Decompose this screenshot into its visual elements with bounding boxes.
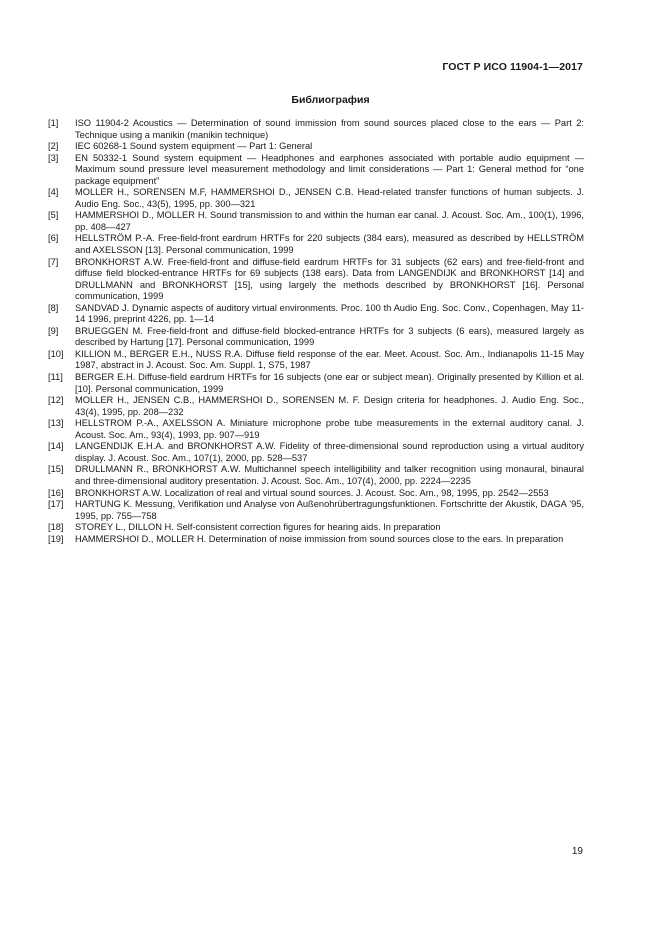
reference-text: KILLION M., BERGER E.H., NUSS R.A. Diffuse field response of the ear. Meet. Acoust. Soc. Am., Indianapolis 11-15 May 1987, abstract in J. Acoust. Soc. Am. Suppl. 1, S75, 1987 xyxy=(75,348,584,371)
reference-number: [8] xyxy=(48,302,59,313)
reference-item xyxy=(48,233,584,256)
reference-item xyxy=(48,464,584,487)
reference-item xyxy=(48,499,584,522)
reference-number: [2] xyxy=(48,141,59,152)
reference-list xyxy=(48,118,584,545)
reference-item xyxy=(48,141,584,153)
reference-number: [10] xyxy=(48,348,64,359)
reference-number: [9] xyxy=(48,325,59,336)
reference-item xyxy=(48,118,584,141)
reference-number: [16] xyxy=(48,487,64,498)
document-id: ГОСТ Р ИСО 11904-1—2017 xyxy=(442,61,583,73)
reference-number: [13] xyxy=(48,418,64,429)
reference-item xyxy=(48,522,584,534)
reference-text: HARTUNG K. Messung, Verifikation und Analyse von Außenohrübertragungsfunktionen. Fortschritte der Akustik, DAGA ’95, 1995, pp. 755—758 xyxy=(75,499,584,521)
reference-number: [3] xyxy=(48,152,59,163)
reference-number: [15] xyxy=(48,464,64,475)
reference-number: [11] xyxy=(48,372,63,383)
reference-item xyxy=(48,418,584,441)
reference-text: HELLSTRÖM P.-A. Free-field-front eardrum HRTFs for 220 subjects (384 ears), measured as described by HELLSTRÖM and AXELSSON [13]. Personal communication, 1999 xyxy=(75,233,584,256)
reference-number: [18] xyxy=(48,522,64,533)
reference-item xyxy=(48,372,584,395)
reference-number: [4] xyxy=(48,187,59,198)
reference-item xyxy=(48,153,584,188)
reference-number: [17] xyxy=(48,499,64,510)
reference-item xyxy=(48,326,584,349)
reference-number: [7] xyxy=(48,256,59,267)
reference-number: [14] xyxy=(48,441,64,452)
reference-text: BRONKHORST A.W. Localization of real and virtual sound sources. J. Acoust. Soc. Am., 98, 1995, pp. 2542—2553 xyxy=(75,487,549,498)
reference-text: MOLLER H., JENSEN C.B., HAMMERSHOI D., SORENSEN M. F. Design criteria for headphones. J. Audio Eng. Soc., 43(4), 1995, pp. 208—232 xyxy=(75,395,584,417)
reference-item xyxy=(48,303,584,326)
reference-text: HAMMERSHOI D., MOLLER H. Determination of noise immission from sound sources close to the ears. In preparation xyxy=(75,533,564,544)
reference-text: STOREY L., DILLON H. Self-consistent correction figures for hearing aids. In preparation xyxy=(75,522,441,533)
reference-item xyxy=(48,210,584,233)
reference-text: LANGENDIJK E.H.A. and BRONKHORST A.W. Fidelity of three-dimensional sound reproduction using a virtual auditory display. J. Acoust. Soc. Am., 107(1), 2000, pp. 528—537 xyxy=(75,441,584,463)
reference-text: SANDVAD J. Dynamic aspects of auditory virtual environments. Proc. 100 th Audio Eng. Soc. Conv., Copenhagen, May 11-14 1996, preprint 4226, pp. 1—14 xyxy=(75,302,584,325)
reference-text: BRONKHORST A.W. Free-field-front and diffuse-field eardrum HRTFs for 31 subjects (62 ears) and free-field-front and diffuse field blocked-entrance HRTFs for 69 subjects (138 ears). Data from LANGENDIJK and BRONKHORST [14] and DRULLMANN and BRONKHORST [15], using largely the methods described by BRONKHORST [16]. Personal communication, 1999 xyxy=(75,256,584,302)
reference-item xyxy=(48,187,584,210)
reference-text: HAMMERSHOI D., MOLLER H. Sound transmission to and within the human ear canal. J. Acoust. Soc. Am., 100(1), 1996, pp. 408—427 xyxy=(75,210,584,232)
reference-text: ISO 11904-2 Acoustics — Determination of sound immission from sound sources placed close to the ears — Part 2: Technique using a manikin (manikin technique) xyxy=(75,118,584,140)
reference-item xyxy=(48,257,584,303)
reference-number: [5] xyxy=(48,210,59,221)
reference-item xyxy=(48,534,584,546)
reference-number: [6] xyxy=(48,233,59,244)
reference-text: BERGER E.H. Diffuse-field eardrum HRTFs for 16 subjects (one ear or subject mean). Originally presented by Killion et al. [10]. Personal communication, 1999 xyxy=(75,372,584,394)
reference-text: IEC 60268-1 Sound system equipment — Part 1: General xyxy=(75,141,313,152)
reference-text: MOLLER H., SORENSEN M.F, HAMMERSHOI D., JENSEN C.B. Head-related transfer functions of human subjects. J. Audio Eng. Soc., 43(5), 1995, pp. 300—321 xyxy=(75,187,584,209)
bibliography-title: Библиография xyxy=(291,94,370,106)
reference-number: [12] xyxy=(48,395,64,406)
reference-text: EN 50332-1 Sound system equipment — Headphones and earphones associated with portable audio equipment — Maximum sound pressure level measurement methodology and limit considerations — Part 1: General method for “one package equipment” xyxy=(75,152,584,186)
page-number: 19 xyxy=(571,846,583,857)
reference-text: BRUEGGEN M. Free-field-front and diffuse-field blocked-entrance HRTFs for 3 subjects (6 ears), measured largely as described by Hartung [17]. Personal communication, 1999 xyxy=(75,325,584,348)
reference-item xyxy=(48,349,584,372)
reference-number: [1] xyxy=(48,118,59,128)
reference-number: [19] xyxy=(48,533,64,544)
reference-text: DRULLMANN R., BRONKHORST A.W. Multichannel speech intelligibility and talker recognition using monaural, binaural and three-dimensional auditory presentation. J. Acoust. Soc. Am., 107(4), 2000, pp. 2224—2235 xyxy=(75,464,584,486)
reference-item xyxy=(48,488,584,500)
reference-text: HELLSTROM P.-A., AXELSSON A. Miniature microphone probe tube measurements in the external auditory canal. J. Acoust. Soc. Am., 93(4), 1993, pp. 907—919 xyxy=(75,418,584,440)
reference-item xyxy=(48,441,584,464)
reference-item xyxy=(48,395,584,418)
